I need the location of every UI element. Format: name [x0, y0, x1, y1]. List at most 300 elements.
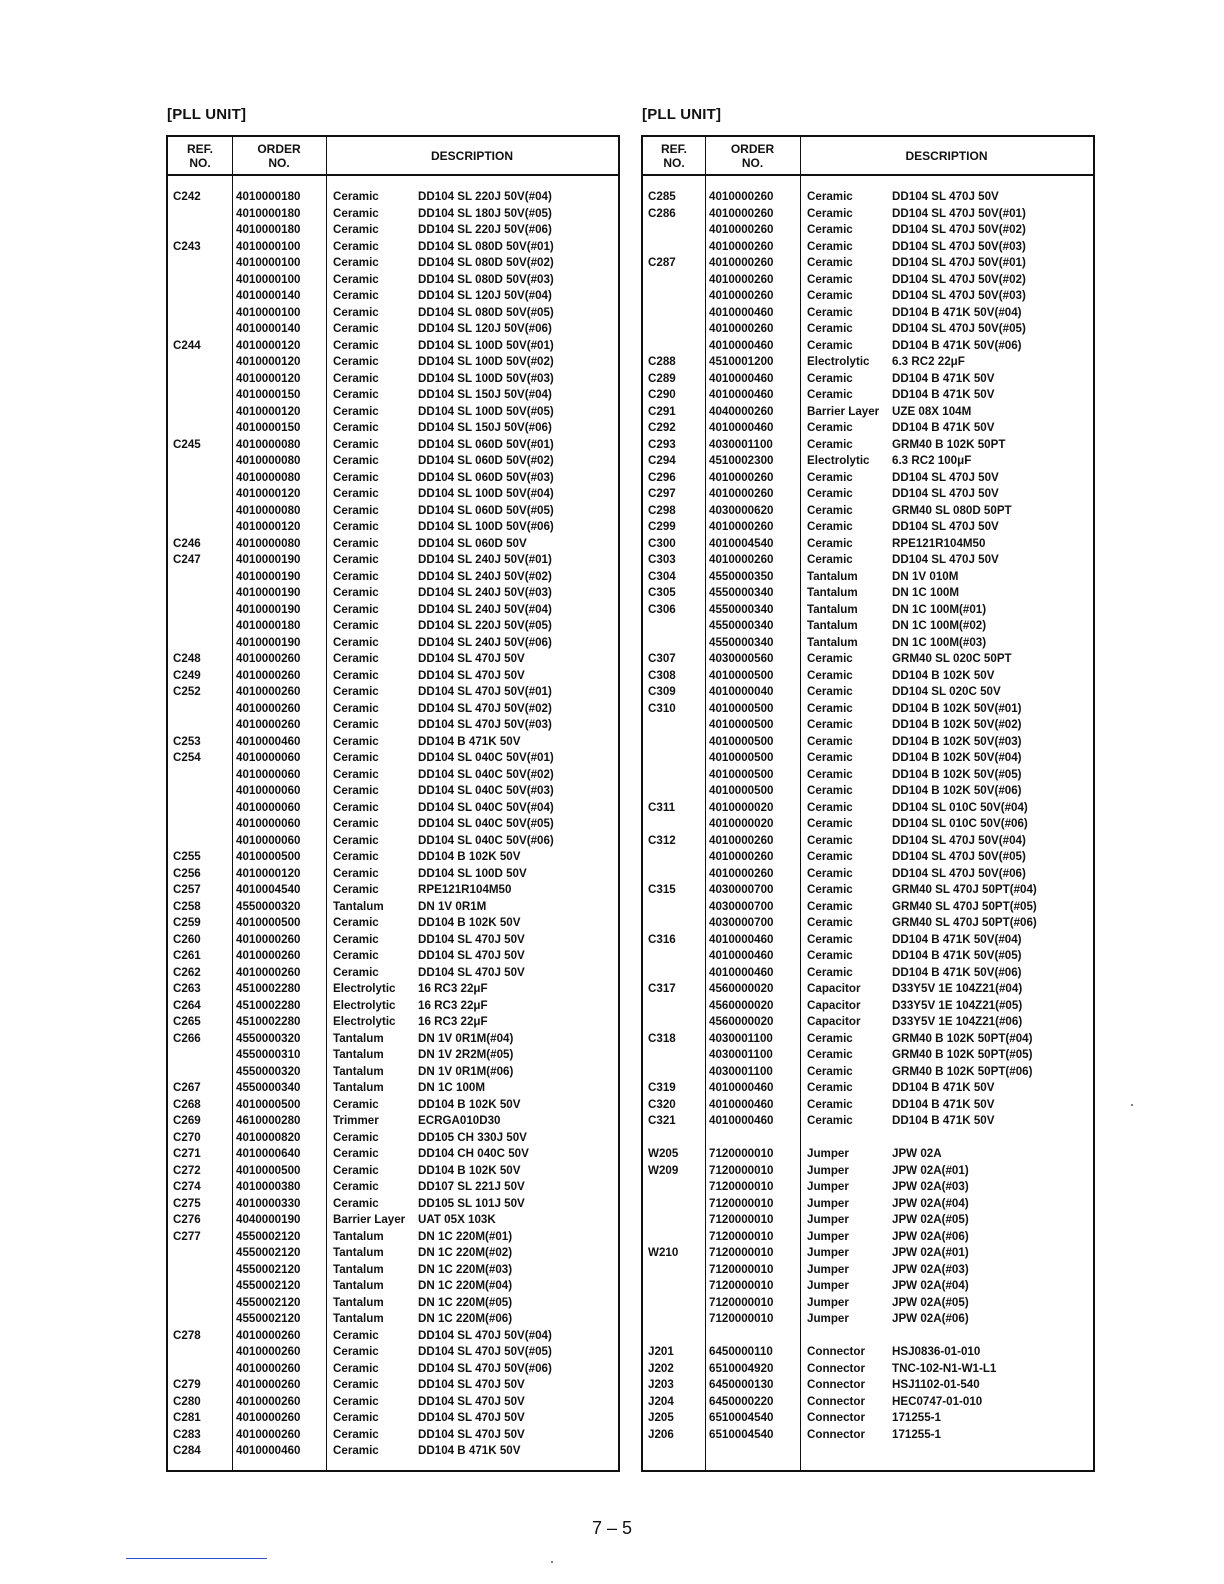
part-type: Tantalum [333, 1312, 384, 1325]
part-spec: DN 1C 220M(#05) [418, 1295, 513, 1309]
part-spec: JPW 02A(#01) [892, 1163, 969, 1177]
order-no: 4010000060 [236, 751, 301, 764]
part-spec: DD104 SL 470J 50V(#02) [892, 223, 1026, 236]
order-no: 4040000190 [236, 1213, 301, 1226]
ref-no: C244 [173, 338, 201, 352]
part-spec: UAT 05X 103K [418, 1213, 496, 1226]
part-spec: DN 1C 100M(#03) [892, 635, 987, 649]
part-spec: DN 1C 100M(#01) [892, 602, 987, 616]
footer-line [126, 1558, 267, 1559]
order-no: 4010000460 [709, 305, 774, 319]
part-spec: DD104 B 102K 50V [418, 1097, 521, 1111]
order-no: 4010000140 [236, 322, 301, 335]
order-no: 6510004540 [709, 1411, 774, 1424]
part-spec: DD104 SL 150J 50V(#06) [418, 421, 552, 434]
table-row [643, 1031, 1093, 1048]
part-type: Ceramic [333, 668, 379, 682]
part-type: Ceramic [333, 652, 379, 665]
part-type: Ceramic [333, 1130, 379, 1144]
part-spec: DD104 SL 470J 50V(#06) [892, 866, 1026, 880]
table-row [168, 1361, 618, 1378]
table-row [168, 668, 618, 685]
part-spec: DD104 SL 060D 50V(#01) [418, 437, 554, 451]
ref-no: C269 [173, 1114, 201, 1127]
table-row [168, 602, 618, 619]
part-type: Ceramic [333, 289, 379, 302]
part-spec: DD104 SL 040C 50V(#04) [418, 800, 554, 814]
part-type: Ceramic [333, 487, 379, 500]
order-no: 4040000260 [709, 404, 774, 418]
part-spec: JPW 02A(#04) [892, 1279, 969, 1292]
table-row [168, 1245, 618, 1262]
table-row [643, 1311, 1093, 1328]
part-spec: JPW 02A(#04) [892, 1196, 969, 1210]
part-spec: DD104 SL 180J 50V(#05) [418, 206, 552, 220]
table-row [168, 1064, 618, 1081]
table-row [643, 222, 1093, 239]
part-type: Jumper [807, 1163, 849, 1177]
right-unit-title: [PLL UNIT] [642, 106, 722, 123]
part-type: Ceramic [807, 1064, 853, 1078]
ref-no: C296 [648, 470, 676, 484]
order-no: 4010000260 [709, 190, 774, 203]
part-spec: DN 1V 2R2M(#05) [418, 1048, 514, 1061]
order-no: 4030000700 [709, 916, 774, 929]
order-no: 4010000140 [236, 289, 301, 302]
order-no: 4010000500 [709, 718, 774, 731]
ref-no: C305 [648, 586, 676, 599]
table-row [643, 1361, 1093, 1378]
part-spec: DD104 B 471K 50V(#05) [892, 949, 1022, 962]
part-spec: DD104 SL 080D 50V(#02) [418, 256, 554, 269]
ref-no: C270 [173, 1130, 201, 1144]
table-row [168, 1262, 618, 1279]
order-no: 6450000110 [709, 1345, 773, 1358]
order-no: 4550000340 [709, 635, 774, 649]
order-no: 4010000190 [236, 553, 301, 566]
table-row [168, 338, 618, 355]
part-spec: GRM40 SL 080D 50PT [892, 503, 1012, 517]
part-type: Ceramic [807, 866, 853, 880]
order-no: 4510001200 [709, 355, 774, 368]
ref-no: C276 [173, 1213, 201, 1226]
order-no: 4030001100 [709, 1031, 773, 1045]
part-type: Ceramic [807, 553, 853, 566]
ref-no: C271 [173, 1147, 201, 1160]
order-no: 4010000060 [236, 767, 301, 781]
table-row [643, 684, 1093, 701]
order-no: 4560000020 [709, 982, 774, 995]
order-no: 4010000060 [236, 833, 301, 847]
part-type: Ceramic [333, 437, 379, 451]
order-no: 4010000640 [236, 1147, 301, 1160]
table-row [168, 1146, 618, 1163]
order-no: 4550002120 [236, 1246, 301, 1259]
part-spec: DD104 SL 470J 50V [418, 1427, 525, 1441]
table-row [168, 1443, 618, 1460]
part-type: Electrolytic [333, 982, 396, 995]
order-no: 4010000260 [236, 652, 301, 665]
order-no: 4010000500 [709, 751, 774, 764]
order-no: 4010000260 [709, 223, 774, 236]
order-no: 4610000280 [236, 1114, 301, 1127]
table-row [168, 1080, 618, 1097]
table-row [643, 602, 1093, 619]
order-no: 4550000340 [709, 602, 774, 616]
order-no: 4010000260 [236, 1394, 301, 1408]
part-type: Ceramic [807, 256, 853, 269]
part-type: Ceramic [333, 850, 379, 863]
order-no: 4510002280 [236, 1015, 301, 1028]
part-type: Ceramic [333, 256, 379, 269]
part-type: Connector [807, 1378, 865, 1391]
part-spec: DD104 SL 470J 50V(#01) [892, 256, 1026, 269]
table-row [168, 1295, 618, 1312]
table-row [168, 1097, 618, 1114]
part-spec: DD104 SL 100D 50V [418, 866, 527, 880]
table-row [643, 486, 1093, 503]
part-spec: DD104 SL 040C 50V(#01) [418, 751, 554, 764]
part-spec: 6.3 RC2 100μF [892, 454, 972, 467]
table-row [643, 866, 1093, 883]
table-row [643, 1064, 1093, 1081]
table-row [168, 932, 618, 949]
part-type: Ceramic [333, 1163, 379, 1177]
left-rows [168, 189, 618, 1460]
part-type: Ceramic [333, 223, 379, 236]
part-type: Capacitor [807, 998, 861, 1012]
part-spec: DD104 SL 100D 50V(#01) [418, 338, 554, 352]
ref-no: J202 [648, 1361, 674, 1375]
table-row [643, 189, 1093, 206]
ref-no: C279 [173, 1378, 201, 1391]
order-no: 4010004540 [236, 883, 301, 896]
part-type: Tantalum [807, 586, 858, 599]
table-row [168, 552, 618, 569]
order-no: 4010000260 [236, 1361, 301, 1375]
part-type: Ceramic [333, 833, 379, 847]
part-type: Ceramic [333, 1097, 379, 1111]
part-spec: 16 RC3 22μF [418, 982, 488, 995]
part-type: Ceramic [807, 437, 853, 451]
ref-no: C294 [648, 454, 676, 467]
ref-no-header [168, 137, 232, 174]
ref-no: C298 [648, 503, 676, 517]
order-no: 4010000120 [236, 487, 301, 500]
ref-no: C263 [173, 982, 201, 995]
part-type: Tantalum [333, 1246, 384, 1259]
part-spec: DD104 SL 010C 50V(#04) [892, 800, 1028, 814]
order-no: 4010000500 [709, 668, 774, 682]
ref-no: C303 [648, 553, 676, 566]
order-no: 4550000340 [709, 619, 774, 632]
part-type: Ceramic [807, 734, 853, 748]
order-no: 4010000260 [709, 520, 774, 533]
part-type: Electrolytic [807, 355, 870, 368]
part-spec: JPW 02A(#06) [892, 1312, 969, 1325]
ref-no: C268 [173, 1097, 201, 1111]
order-no: 4550000340 [709, 586, 774, 599]
part-spec: DD104 SL 470J 50V [418, 652, 525, 665]
order-no: 7120000010 [709, 1213, 774, 1226]
order-no: 4010000060 [236, 784, 301, 797]
part-type: Tantalum [333, 899, 384, 913]
order-no: 4510002300 [709, 454, 774, 467]
table-row [168, 1278, 618, 1295]
table-row [168, 800, 618, 817]
page-number: 7 – 5 [591, 1518, 633, 1538]
table-row [643, 882, 1093, 899]
order-no: 4510002280 [236, 998, 301, 1012]
part-type: Ceramic [333, 1361, 379, 1375]
ref-no: C286 [648, 206, 676, 220]
part-type: Tantalum [333, 1064, 384, 1078]
part-type: Jumper [807, 1196, 849, 1210]
order-no: 4010000260 [709, 833, 774, 847]
order-no: 4010000120 [236, 866, 301, 880]
part-spec: DD104 SL 470J 50V(#02) [418, 701, 552, 715]
table-row [168, 189, 618, 206]
order-no: 4010000260 [236, 1427, 301, 1441]
order-no: 4010000020 [709, 800, 774, 814]
table-row [168, 305, 618, 322]
ref-no: C255 [173, 850, 201, 863]
part-spec: DD104 B 471K 50V(#04) [892, 932, 1022, 946]
table-row [643, 552, 1093, 569]
part-spec: DD104 SL 470J 50V(#04) [418, 1328, 552, 1342]
ref-no: C315 [648, 883, 676, 896]
part-type: Ceramic [333, 1345, 379, 1358]
table-row [643, 635, 1093, 652]
part-spec: DD104 B 471K 50V [418, 1444, 521, 1457]
part-type: Ceramic [807, 652, 853, 665]
scan-speck [1131, 1104, 1133, 1106]
part-type: Ceramic [807, 1081, 853, 1094]
order-no: 4010000260 [236, 1328, 301, 1342]
ref-no: C274 [173, 1180, 201, 1193]
table-row [168, 503, 618, 520]
table-row [168, 1229, 618, 1246]
part-type: Ceramic [807, 421, 853, 434]
table-row [643, 899, 1093, 916]
part-spec: DN 1C 100M [892, 586, 960, 599]
part-type: Ceramic [333, 553, 379, 566]
ref-no: C265 [173, 1015, 201, 1028]
part-spec: DD104 B 102K 50V(#06) [892, 784, 1022, 797]
part-type: Ceramic [333, 1328, 379, 1342]
order-no: 4010000120 [236, 404, 301, 418]
left-parts-table [166, 135, 620, 1472]
table-row [643, 272, 1093, 289]
table-row [643, 981, 1093, 998]
ref-no: J205 [648, 1411, 674, 1424]
table-row [168, 470, 618, 487]
part-spec: DD104 SL 470J 50V [418, 1394, 525, 1408]
part-type: Ceramic [333, 503, 379, 517]
ref-no: C281 [173, 1411, 201, 1424]
table-row [643, 1245, 1093, 1262]
part-spec: DD104 SL 220J 50V(#06) [418, 223, 552, 236]
right-parts-table [641, 135, 1095, 1472]
table-row [168, 354, 618, 371]
part-type: Ceramic [807, 239, 853, 253]
table-row [168, 1212, 618, 1229]
order-no: 4010000260 [709, 470, 774, 484]
ref-no: J204 [648, 1394, 674, 1408]
part-spec: JPW 02A [892, 1147, 942, 1160]
part-type: Ceramic [333, 322, 379, 335]
part-spec: DD104 SL 470J 50V(#01) [892, 206, 1026, 220]
ref-no: C248 [173, 652, 201, 665]
part-spec: DD104 SL 470J 50V [418, 1411, 525, 1424]
part-type: Ceramic [333, 520, 379, 533]
ref-no: C284 [173, 1444, 201, 1457]
part-spec: DN 1C 100M [418, 1081, 486, 1094]
order-no: 6450000130 [709, 1378, 774, 1391]
ref-no: C287 [648, 256, 676, 269]
order-no: 4010000260 [236, 1411, 301, 1424]
part-spec: JPW 02A(#01) [892, 1246, 969, 1259]
part-spec: DN 1V 0R1M [418, 899, 487, 913]
part-spec: DD104 SL 080D 50V(#03) [418, 272, 554, 286]
order-no: 4010000100 [236, 305, 301, 319]
part-spec: DD104 SL 010C 50V(#06) [892, 817, 1028, 830]
ref-no: C297 [648, 487, 676, 500]
part-spec: DD104 SL 470J 50V [418, 965, 525, 979]
table-row [643, 767, 1093, 784]
part-type: Ceramic [807, 487, 853, 500]
part-spec: GRM40 B 102K 50PT(#04) [892, 1031, 1033, 1045]
part-spec: DN 1C 220M(#03) [418, 1262, 513, 1276]
part-spec: DD104 SL 100D 50V(#02) [418, 355, 554, 368]
order-no: 4010000460 [236, 734, 301, 748]
order-no: 4550000340 [236, 1081, 301, 1094]
ref-no: C246 [173, 536, 201, 550]
table-row [643, 1047, 1093, 1064]
ref-no: W209 [648, 1163, 679, 1177]
part-type: Tantalum [807, 569, 858, 583]
part-type: Ceramic [807, 289, 853, 302]
table-row [643, 1295, 1093, 1312]
ref-no: C242 [173, 190, 201, 203]
order-header-line1: ORDER [730, 141, 775, 156]
ref-no: C299 [648, 520, 676, 533]
ref-no: C321 [648, 1114, 676, 1127]
order-no: 4010000060 [236, 800, 301, 814]
part-spec: DD105 CH 330J 50V [418, 1130, 527, 1144]
table-row [168, 816, 618, 833]
part-type: Ceramic [333, 965, 379, 979]
order-no: 7120000010 [709, 1229, 774, 1243]
order-no: 4010000120 [236, 371, 301, 385]
part-type: Ceramic [333, 866, 379, 880]
table-row [168, 387, 618, 404]
order-no: 4010000380 [236, 1180, 301, 1193]
part-spec: DD104 SL 470J 50V [418, 949, 525, 962]
part-spec: DD104 SL 470J 50V(#06) [418, 1361, 552, 1375]
part-type: Ceramic [333, 1196, 379, 1210]
part-type: Jumper [807, 1213, 849, 1226]
table-row [168, 651, 618, 668]
part-type: Jumper [807, 1312, 849, 1325]
part-type: Ceramic [807, 850, 853, 863]
part-type: Ceramic [807, 190, 853, 203]
table-row [643, 998, 1093, 1015]
order-no: 4010004540 [709, 536, 774, 550]
table-row [643, 437, 1093, 454]
part-type: Ceramic [333, 470, 379, 484]
table-row [643, 1196, 1093, 1213]
part-type: Ceramic [807, 338, 853, 352]
ref-no-header [643, 137, 705, 174]
part-type: Ceramic [333, 1180, 379, 1193]
description-header-label: DESCRIPTION [905, 148, 988, 163]
part-spec: DD104 SL 240J 50V(#01) [418, 553, 552, 566]
order-no: 4030000620 [709, 503, 774, 517]
table-row [643, 915, 1093, 932]
part-type: Ceramic [807, 784, 853, 797]
part-type: Jumper [807, 1262, 849, 1276]
part-spec: DD104 SL 220J 50V(#04) [418, 190, 552, 203]
table-row [168, 519, 618, 536]
part-spec: DD104 SL 060D 50V [418, 536, 527, 550]
order-no: 4550002120 [236, 1229, 301, 1243]
part-type: Ceramic [333, 685, 379, 698]
order-no: 4010000460 [709, 1081, 774, 1094]
part-type: Ceramic [807, 322, 853, 335]
table-row [168, 486, 618, 503]
table-row [643, 354, 1093, 371]
table-row [643, 1278, 1093, 1295]
order-no: 4010000180 [236, 206, 301, 220]
part-spec: DD104 B 471K 50V(#06) [892, 338, 1022, 352]
ref-header-line1: REF. [186, 141, 213, 156]
order-no: 7120000010 [709, 1180, 774, 1193]
part-spec: DN 1V 010M [892, 569, 959, 583]
part-type: Ceramic [333, 751, 379, 764]
table-row [168, 453, 618, 470]
order-no: 4010000460 [709, 1114, 774, 1127]
part-spec: JPW 02A(#03) [892, 1262, 969, 1276]
table-row [643, 833, 1093, 850]
part-spec: D33Y5V 1E 104Z21(#06) [892, 1015, 1023, 1028]
table-row [643, 1179, 1093, 1196]
order-no: 4010000260 [236, 668, 301, 682]
part-spec: 6.3 RC2 22μF [892, 355, 965, 368]
part-spec: GRM40 SL 470J 50PT(#04) [892, 883, 1037, 896]
order-no: 4010000080 [236, 470, 301, 484]
order-no: 4010000500 [236, 916, 301, 929]
table-row [168, 255, 618, 272]
part-spec: RPE121R104M50 [418, 883, 512, 896]
order-no: 4560000020 [709, 998, 774, 1012]
part-type: Ceramic [807, 949, 853, 962]
part-spec: DD104 SL 060D 50V(#02) [418, 454, 554, 467]
order-no: 4030000560 [709, 652, 774, 665]
part-spec: HEC0747-01-010 [892, 1394, 983, 1408]
order-no: 4030000700 [709, 899, 774, 913]
table-row [643, 965, 1093, 982]
table-row [168, 948, 618, 965]
order-no: 4010000260 [236, 949, 301, 962]
part-spec: DD104 SL 470J 50V [892, 190, 999, 203]
order-no: 4010000500 [709, 701, 774, 715]
order-no: 7120000010 [709, 1279, 774, 1292]
part-spec: DN 1C 220M(#02) [418, 1246, 513, 1259]
table-row [643, 453, 1093, 470]
part-spec: DD104 SL 240J 50V(#04) [418, 602, 552, 616]
part-type: Ceramic [807, 899, 853, 913]
